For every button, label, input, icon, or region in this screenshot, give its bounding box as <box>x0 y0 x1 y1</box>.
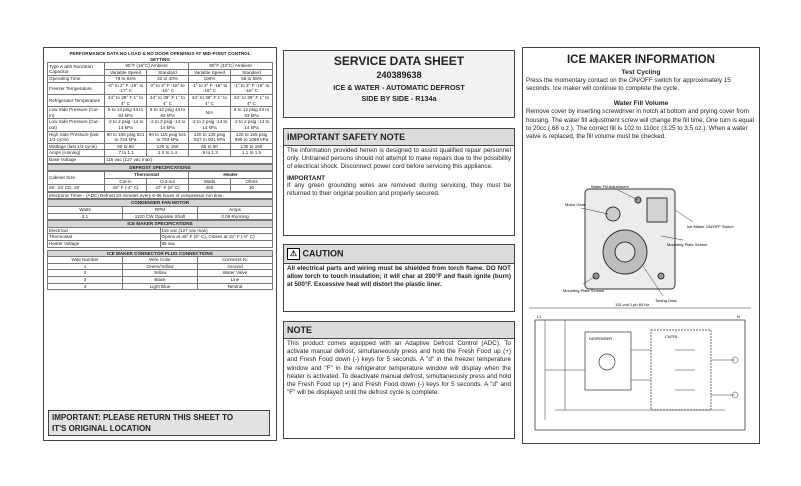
spec-value: 115 vac (127 vac max) <box>160 227 273 234</box>
middle-column <box>283 50 515 442</box>
perf-cell: -1° to 3° F -18° to -16° C <box>189 82 231 94</box>
plug-title: ICE MAKER CONNECTOR PLUG CONNECTIONS <box>48 250 273 257</box>
perf-cell: Amps (running) <box>48 150 105 157</box>
plug-cell: Neutral <box>198 283 273 290</box>
perf-cell: 1.1 to 1.5 <box>231 150 273 157</box>
important-label: IMPORTANT <box>287 174 326 182</box>
caution-title: CAUTION <box>302 248 344 259</box>
perf-cell: 60 to 65 <box>105 143 147 150</box>
defrost-title: DEFROST SPECIFICATIONS <box>48 164 273 171</box>
fill-title: Water Fill Volume <box>613 100 669 108</box>
label-motor-gear: Motor Gear <box>565 202 586 207</box>
return-notice <box>48 410 270 436</box>
perf-cell: 1.0 to 1.4 <box>147 150 189 157</box>
defrost-head: Ohms <box>231 178 273 185</box>
plug-cell: 3 <box>48 277 123 284</box>
perf-head: Standard <box>147 69 189 76</box>
perf-cell: 34° to 39° F 1° to 4° C <box>189 94 231 106</box>
perf-cell: 32 to 40% <box>147 76 189 83</box>
note-text: This product comes equipped with an Adaptive Defrost Control (ADC). To activate manual defrost, simultaneously press and hold the Fresh Food up (+) and Fresh Food down (-) keys for 5 seconds. A "d" in the freezer temperature window and "F" in the refrigerator temperature window will display when the heater is activated. To deactivate manual defrost, simultaneously press and hold the Fresh Food up (+) and Fresh Food down (-) keys for 5 seconds. A "d" and "F" will be displayed until the defrost cycle is complete. <box>287 340 511 397</box>
perf-cell: 90 to 105 psig 621 to 724 kPa <box>105 131 147 143</box>
perf-cell: Refrigerator Temperature <box>48 94 105 106</box>
plug-cell: Green/Yellow <box>123 263 198 270</box>
caution-box <box>283 244 515 312</box>
perf-cell: -2 to 2 psig -14 to 14 kPa <box>189 119 231 131</box>
perf-cell: 115 vac (127 vac max) <box>105 156 273 163</box>
condenser-head: RPM <box>123 207 198 214</box>
motor-symbol <box>599 354 615 370</box>
ice-maker-title: ICE MAKER INFORMATION <box>566 54 715 66</box>
perf-cell: 130 to 160 <box>231 143 273 150</box>
defrost-note: Electronic Timer - (ADC) Defrost 24 minutes every 6-96 hours of compressor run time. <box>48 192 273 199</box>
subtitle-1: ICE & WATER - AUTOMATIC DEFROST <box>333 83 465 92</box>
plug-cell: Light Blue <box>123 283 198 290</box>
defrost-cell: 28° F (-4° C) <box>105 185 147 192</box>
plug-cell: Water Valve <box>198 270 273 277</box>
condenser-cell: 0.09 Running <box>198 213 273 220</box>
defrost-head: Thermostat <box>105 172 189 179</box>
important-text: If any green grounding wires are removed during servicing, they must be returned to their original position and properly secured. <box>287 181 511 197</box>
perf-cell: 5 to 12 psig 43 to 83 kPa <box>147 107 189 119</box>
perf-cell: 34° to 39° F 1° to 4° C <box>147 94 189 106</box>
plug-cell: Black <box>123 277 198 284</box>
performance-title: PERFORMANCE DATA NO LOAD & NO DOOR OPENINGS AT MID-POINT CONTROL SETTING <box>69 51 251 62</box>
caution-header <box>284 245 514 264</box>
condenser-table <box>47 199 273 220</box>
service-title: SERVICE DATA SHEET <box>333 54 465 68</box>
perf-cell: 120 to 135 psig 827 to 931 kPa <box>189 131 231 143</box>
label-fill-adjust: Water Fill Adjustment <box>591 184 629 189</box>
condenser-head: Amps <box>198 207 273 214</box>
plate-screw-2 <box>658 273 664 279</box>
wiring-n: N <box>737 314 740 319</box>
perf-head: 90°F (32°C) Ambient <box>189 63 273 70</box>
performance-table <box>47 62 273 164</box>
return-notice-line-1: IMPORTANT: PLEASE RETURN THIS SHEET TO <box>52 413 234 422</box>
perf-cell: 120 to 155 psig 896 to 1069 kPa <box>231 131 273 143</box>
condenser-cell: 3.1 <box>48 213 123 220</box>
defrost-head: Heater <box>189 172 273 179</box>
defrost-data-table <box>47 171 273 192</box>
perf-cell: 0° to 4° F -18° to -16° C <box>147 82 189 94</box>
label-mounting-screws: Mounting Plate Screws <box>563 288 604 293</box>
performance-table-wrap <box>47 51 273 290</box>
icemaker-spec-table <box>47 220 273 247</box>
safety-text: The information provided herein is designed to assist qualified repair personnel only. Untrained persons should not attempt to make repairs due to the possibility of electrical shock. Disconnect power cord before servicing this appliance. <box>287 147 511 171</box>
defrost-head: Watts <box>189 178 231 185</box>
perf-cell: 100% <box>189 76 231 83</box>
label-plate-sensor: Mounting Plate Sensor <box>667 242 708 247</box>
defrost-head: Cut-out <box>147 178 189 185</box>
plug-head: Wire Number <box>48 257 123 264</box>
perf-cell: -2 to 2 psig -14 to 14 kPa <box>231 119 273 131</box>
plug-cell: 2 <box>48 270 123 277</box>
left-column <box>43 47 277 441</box>
defrost-cell: 30 <box>231 185 273 192</box>
part-number: 240389638 <box>376 70 422 80</box>
label-timing-gear: Timing Gear <box>655 298 677 303</box>
note-box <box>283 321 515 439</box>
fill-text: Remove cover by inserting screwdriver in notch at bottom and prying cover from housing. The water fill adjustment screw will change the fill time. One turn is equal to 20cc (.68 o.z.). The correct fill is 102 to 110cc (3.25 to 3.5 oz.). When a water valve is replaced, the fill volume must be checked. <box>526 108 755 141</box>
perf-head: Standard <box>231 69 273 76</box>
safety-title: IMPORTANT SAFETY NOTE <box>284 129 514 146</box>
perf-cell: 5 to 13 psig 43 to 93 kPa <box>105 107 147 119</box>
defrost-cell: 47° F (8° C) <box>147 185 189 192</box>
defrost-cell: 450 <box>189 185 231 192</box>
perf-cell: -2 to 2 psig -14 to 14 kPa <box>105 119 147 131</box>
perf-head: 90°F (16°C) Ambient <box>105 63 189 70</box>
title-box <box>283 50 515 118</box>
return-notice-line-2: IT'S ORIGINAL LOCATION <box>52 424 151 433</box>
plug-cell: Line <box>198 277 273 284</box>
warning-icon: ⚠ <box>287 248 300 260</box>
test-text: Press the momentary contact on the ON/OFF switch for approximately 15 seconds. Ice maker will continue to complete the cycle. <box>526 77 731 93</box>
perf-cell: .9 to 1.3 <box>189 150 231 157</box>
condenser-cell: 1100 CW Opposite Shaft <box>123 213 198 220</box>
perf-cell: Freezer Temperature <box>48 82 105 94</box>
ice-maker-diagram <box>563 184 734 304</box>
perf-cell: 90 to 115 psig 621 to 793 kPa <box>147 131 189 143</box>
perf-cell: Base Voltage <box>48 156 105 163</box>
icemaker-spec-title: ICE MAKER SPECIFICATIONS <box>48 221 273 228</box>
defrost-head: Cut-in <box>105 178 147 185</box>
perf-cell: 120 to 150 <box>147 143 189 150</box>
wiring-dispenser: DISPENSER <box>589 336 613 341</box>
wiring-cntrl: CNTRL <box>665 334 679 339</box>
timing-gear-hub <box>615 242 635 262</box>
perf-cell: N/A <box>189 107 231 119</box>
defrost-cell: Cabinet Size <box>48 172 105 185</box>
perf-cell: Type A with Run/Start Capacitor <box>48 63 105 76</box>
perf-cell: -1° to 3° F -18° to -16° C <box>231 82 273 94</box>
subtitle-2: SIDE BY SIDE - R134a <box>361 94 437 103</box>
wiring-top-label: 115 volt 1 ph 60 Hz <box>615 302 650 307</box>
perf-cell: Low Side Pressure (Cut-out) <box>48 119 105 131</box>
perf-cell: -6° to 2° F -19° to -17° C <box>105 82 147 94</box>
label-switch: Ice Maker ON/OFF Switch <box>687 224 734 229</box>
defrost-note-table <box>47 192 273 200</box>
condenser-title: CONDENSER FAN MOTOR <box>48 200 273 207</box>
plug-head: Wire Color <box>123 257 198 264</box>
plug-head: Connects to: <box>198 257 273 264</box>
condenser-head: Watts <box>48 207 123 214</box>
spec-label: Electrical <box>48 227 161 234</box>
safety-box <box>283 128 515 236</box>
perf-cell: Operating Time <box>48 76 105 83</box>
right-column <box>522 47 760 444</box>
test-title: Test Cycling <box>621 69 661 76</box>
note-title: NOTE <box>284 322 514 339</box>
plug-table <box>47 250 273 291</box>
plug-cell: 1 <box>48 263 123 270</box>
perf-head: Variable Speed <box>105 69 147 76</box>
perf-cell: 34° to 39° F 1° to 4° C <box>105 94 147 106</box>
plug-cell: 4 <box>48 283 123 290</box>
perf-cell: 5 to 12 psig 43 to 83 kPa <box>231 107 273 119</box>
perf-cell: Wattage (last 1/3 cycle) <box>48 143 105 150</box>
switch-block <box>647 198 667 222</box>
perf-cell: High Side Pressure (last 1/3 cycle) <box>48 131 105 143</box>
defrost-cell: 26', 23' CD, 26' <box>48 185 105 192</box>
plug-cell: Yellow <box>123 270 198 277</box>
perf-cell: 78 to 84% <box>105 76 147 83</box>
spec-value: Opens at 48° F (9° C), Closes at 15° F (-9° C) <box>160 234 273 241</box>
spec-label: Thermostat <box>48 234 161 241</box>
perf-cell: 65 to 80 <box>189 143 231 150</box>
perf-cell: Low Side Pressure (Cut-In) <box>48 107 105 119</box>
perf-cell: 34° to 39° F 1° to 4° C <box>231 94 273 106</box>
perf-cell: 55 to 65% <box>231 76 273 83</box>
spec-value: 85 vac <box>160 241 273 248</box>
spec-label: Heater Voltage <box>48 241 161 248</box>
defrost-table <box>47 164 273 172</box>
plug-cell: Ground <box>198 263 273 270</box>
wiring-l1: L1 <box>537 314 542 319</box>
perf-cell: .7 to 1.1 <box>105 150 147 157</box>
motor-gear <box>606 207 620 221</box>
wiring-diagram <box>525 300 757 440</box>
perf-cell: -2 to 2 psig -14 to 14 kPa <box>147 119 189 131</box>
perf-head: Variable Speed <box>189 69 231 76</box>
caution-text: All electrical parts and wiring must be shielded from torch flame. DO NOT allow torch to touch insulation; it will char at 200°F and flash ignite (burn) at 500°F. Excessive heat will distort the plastic liner. <box>287 265 511 289</box>
